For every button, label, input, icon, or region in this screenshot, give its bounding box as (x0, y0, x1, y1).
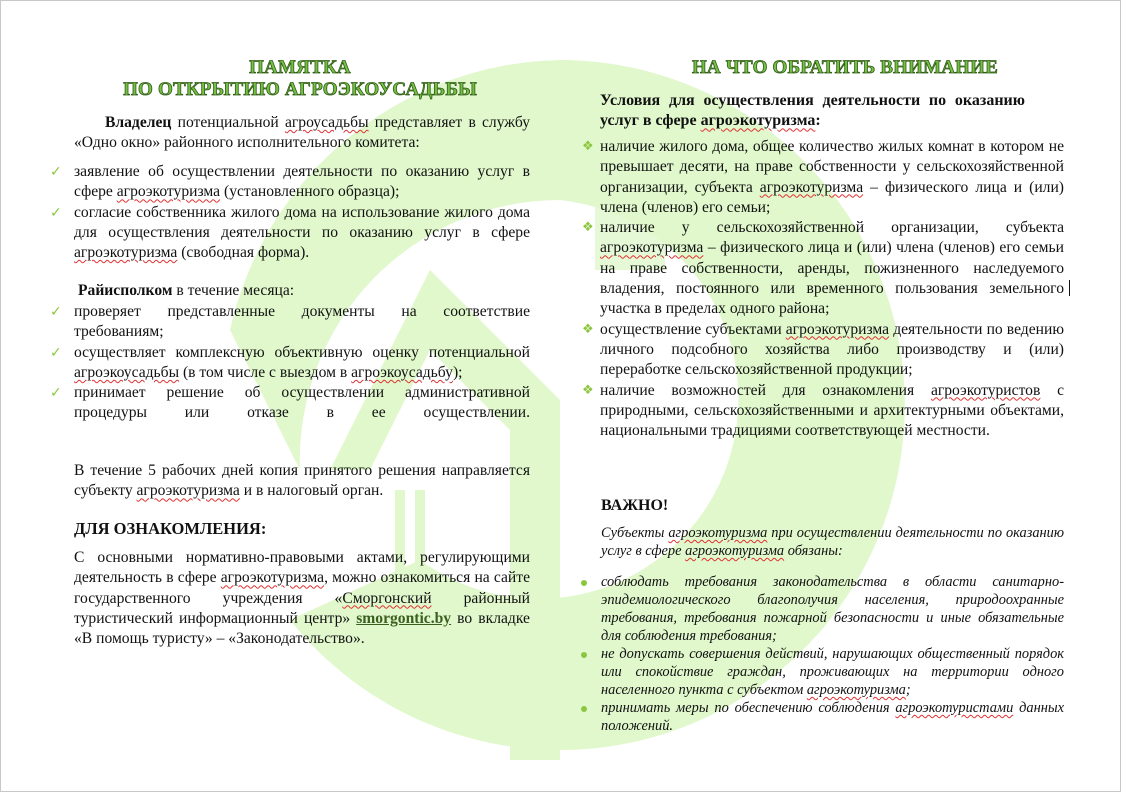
committee-list (74, 302, 530, 424)
text: ; (905, 682, 911, 698)
left-title (120, 57, 480, 101)
text: агроэкотуризма (668, 525, 768, 541)
text: (свободная форма). (177, 244, 310, 262)
committee-label: Райисполком (78, 282, 173, 299)
text: (установленного образца); (220, 183, 400, 201)
title-line: ПАМЯТКА (249, 57, 351, 78)
list-item (74, 302, 530, 343)
documents-list (74, 162, 530, 263)
text: , можно ознакомиться на сайте государственного учреждения « (74, 569, 530, 607)
title-line: ПО ОТКРЫТИЮ АГРОЭКОУСАДЬБЫ (123, 79, 477, 100)
text: агроэкотуризма (685, 543, 785, 559)
right-title: НА ЧТО ОБРАТИТЬ ВНИМАНИЕ (691, 57, 999, 78)
list-item (74, 162, 530, 203)
info-heading: ДЛЯ ОЗНАКОМЛЕНИЯ: (74, 519, 267, 538)
text: потенциальной (171, 114, 285, 131)
text: Субъекты (601, 525, 669, 541)
text: представляет в службу «Одно окно» районного исполнительного комитета: (74, 114, 530, 152)
text: С основными нормативно-правовыми актами, регулирующими деятельность в сфере (74, 549, 530, 587)
text: с природными, сельскохозяйственными и архитектурными объектами, национальными традициями соответствующей местности. (600, 381, 1065, 440)
text: агроэкотуризма (220, 569, 325, 587)
text: В течение 5 рабочих дней копия принятого решения направляется субъекту (74, 462, 530, 500)
text: агроэкотуристов (930, 381, 1041, 399)
info-paragraph (74, 548, 530, 649)
text: соблюдать требования законодательства в области санитарно-эпидемиологического благополучия населения, природоохранные требования, требования пожарной безопасности и иные обязательные для соблюдения требования; (601, 574, 1064, 644)
text: агроэкотуризма (116, 183, 221, 201)
text: принимать меры по обеспечению соблюдения (601, 700, 896, 716)
list-item (601, 645, 1064, 699)
text: агроэкотуризма (74, 244, 178, 262)
list-item (74, 343, 530, 384)
list-item (601, 699, 1064, 735)
text-cursor (1069, 280, 1070, 296)
text: агроэкотуризма (600, 239, 704, 257)
text: в течение месяца: (172, 282, 295, 299)
text: данных положений. (601, 700, 1065, 734)
text: согласие собственника жилого дома на использование жилого дома для осуществления деятельности по оказанию услуг в сфере (74, 203, 530, 241)
text: наличие возможностей для ознакомления (600, 381, 931, 399)
text: принимает решение об осуществлении административной процедуры или отказе в ее осуществлении. (74, 384, 530, 422)
text: агроэкотуризма (759, 178, 864, 196)
text: и в налоговый орган. (239, 482, 384, 500)
text: агроэкотуризма (700, 112, 816, 130)
text: заявление об осуществлении деятельности по оказанию услуг в сфере (74, 163, 530, 201)
text: наличие у сельскохозяйственной организации, субъекта (600, 219, 1064, 237)
text: при осуществлении деятельности по оказанию услуг в сфере (601, 525, 1064, 559)
committee-heading (78, 281, 530, 301)
list-item (600, 320, 1064, 381)
conditions-heading (600, 91, 1025, 132)
text: проверяет представленные документы на соответствие требованиям; (74, 303, 530, 341)
list-item (74, 203, 530, 264)
text: деятельности по ведению личного подсобного хозяйства либо производству и (или) переработке сельскохозяйственной продукции; (600, 320, 1064, 379)
conditions-list (600, 137, 1064, 441)
website-link[interactable]: smorgontic.by (356, 609, 452, 627)
text: во вкладке «В помощь туристу» – «Законодательство». (74, 609, 530, 648)
owner-paragraph (74, 113, 530, 154)
duties-list (601, 573, 1064, 735)
text: не допускать совершения действий, нарушающих общественный порядок или спокойствие граждан, проживающих на территории одного населенного пункта с субъектом (601, 646, 1064, 698)
decision-paragraph (74, 461, 530, 502)
list-item (74, 383, 530, 424)
important-heading: ВАЖНО! (601, 497, 669, 514)
text: Условия для осуществления деятельности по оказанию услуг в сфере (600, 92, 1025, 130)
text: осуществление субъектами (600, 320, 786, 338)
text: осуществляет комплексную объективную оценку потенциальной (74, 343, 530, 361)
text: агроэкоусадьбы (74, 363, 180, 381)
text: – физического лица и (или) члена (членов) его семьи; (600, 178, 1064, 216)
text: агроэкотуризма (785, 320, 890, 338)
text: агроэкотуризма (806, 682, 906, 698)
text: наличие жилого дома, общее количество жилых комнат в котором не превышает десяти, на праве собственности у сельскохозяйственной организации, субъекта (600, 138, 1064, 196)
text: (в том числе с выездом в (179, 363, 352, 381)
text: агроэкотуризма (136, 482, 240, 500)
list-item (600, 381, 1064, 442)
text: ); (452, 363, 463, 381)
owner-label: Владелец (104, 114, 172, 131)
duties-intro (601, 524, 1064, 560)
list-item (600, 137, 1064, 218)
list-item (601, 573, 1064, 645)
text: : (815, 112, 821, 130)
text: обязаны: (784, 543, 843, 559)
list-item (600, 218, 1064, 319)
text: агроусадьбы (284, 114, 369, 131)
text: районный туристический информационный центр» (74, 589, 530, 627)
text: агроэкоусадьбу (351, 363, 453, 381)
text: агроэкотуристами (895, 700, 1014, 716)
text: – физического лица и (или) члена (членов) его семьи на праве собственности, аренды, пожизненного наследуемого владения, постоянного или временного пользования земельного участка в пределах одного района; (600, 239, 1064, 318)
text: Сморгонский (342, 589, 432, 607)
